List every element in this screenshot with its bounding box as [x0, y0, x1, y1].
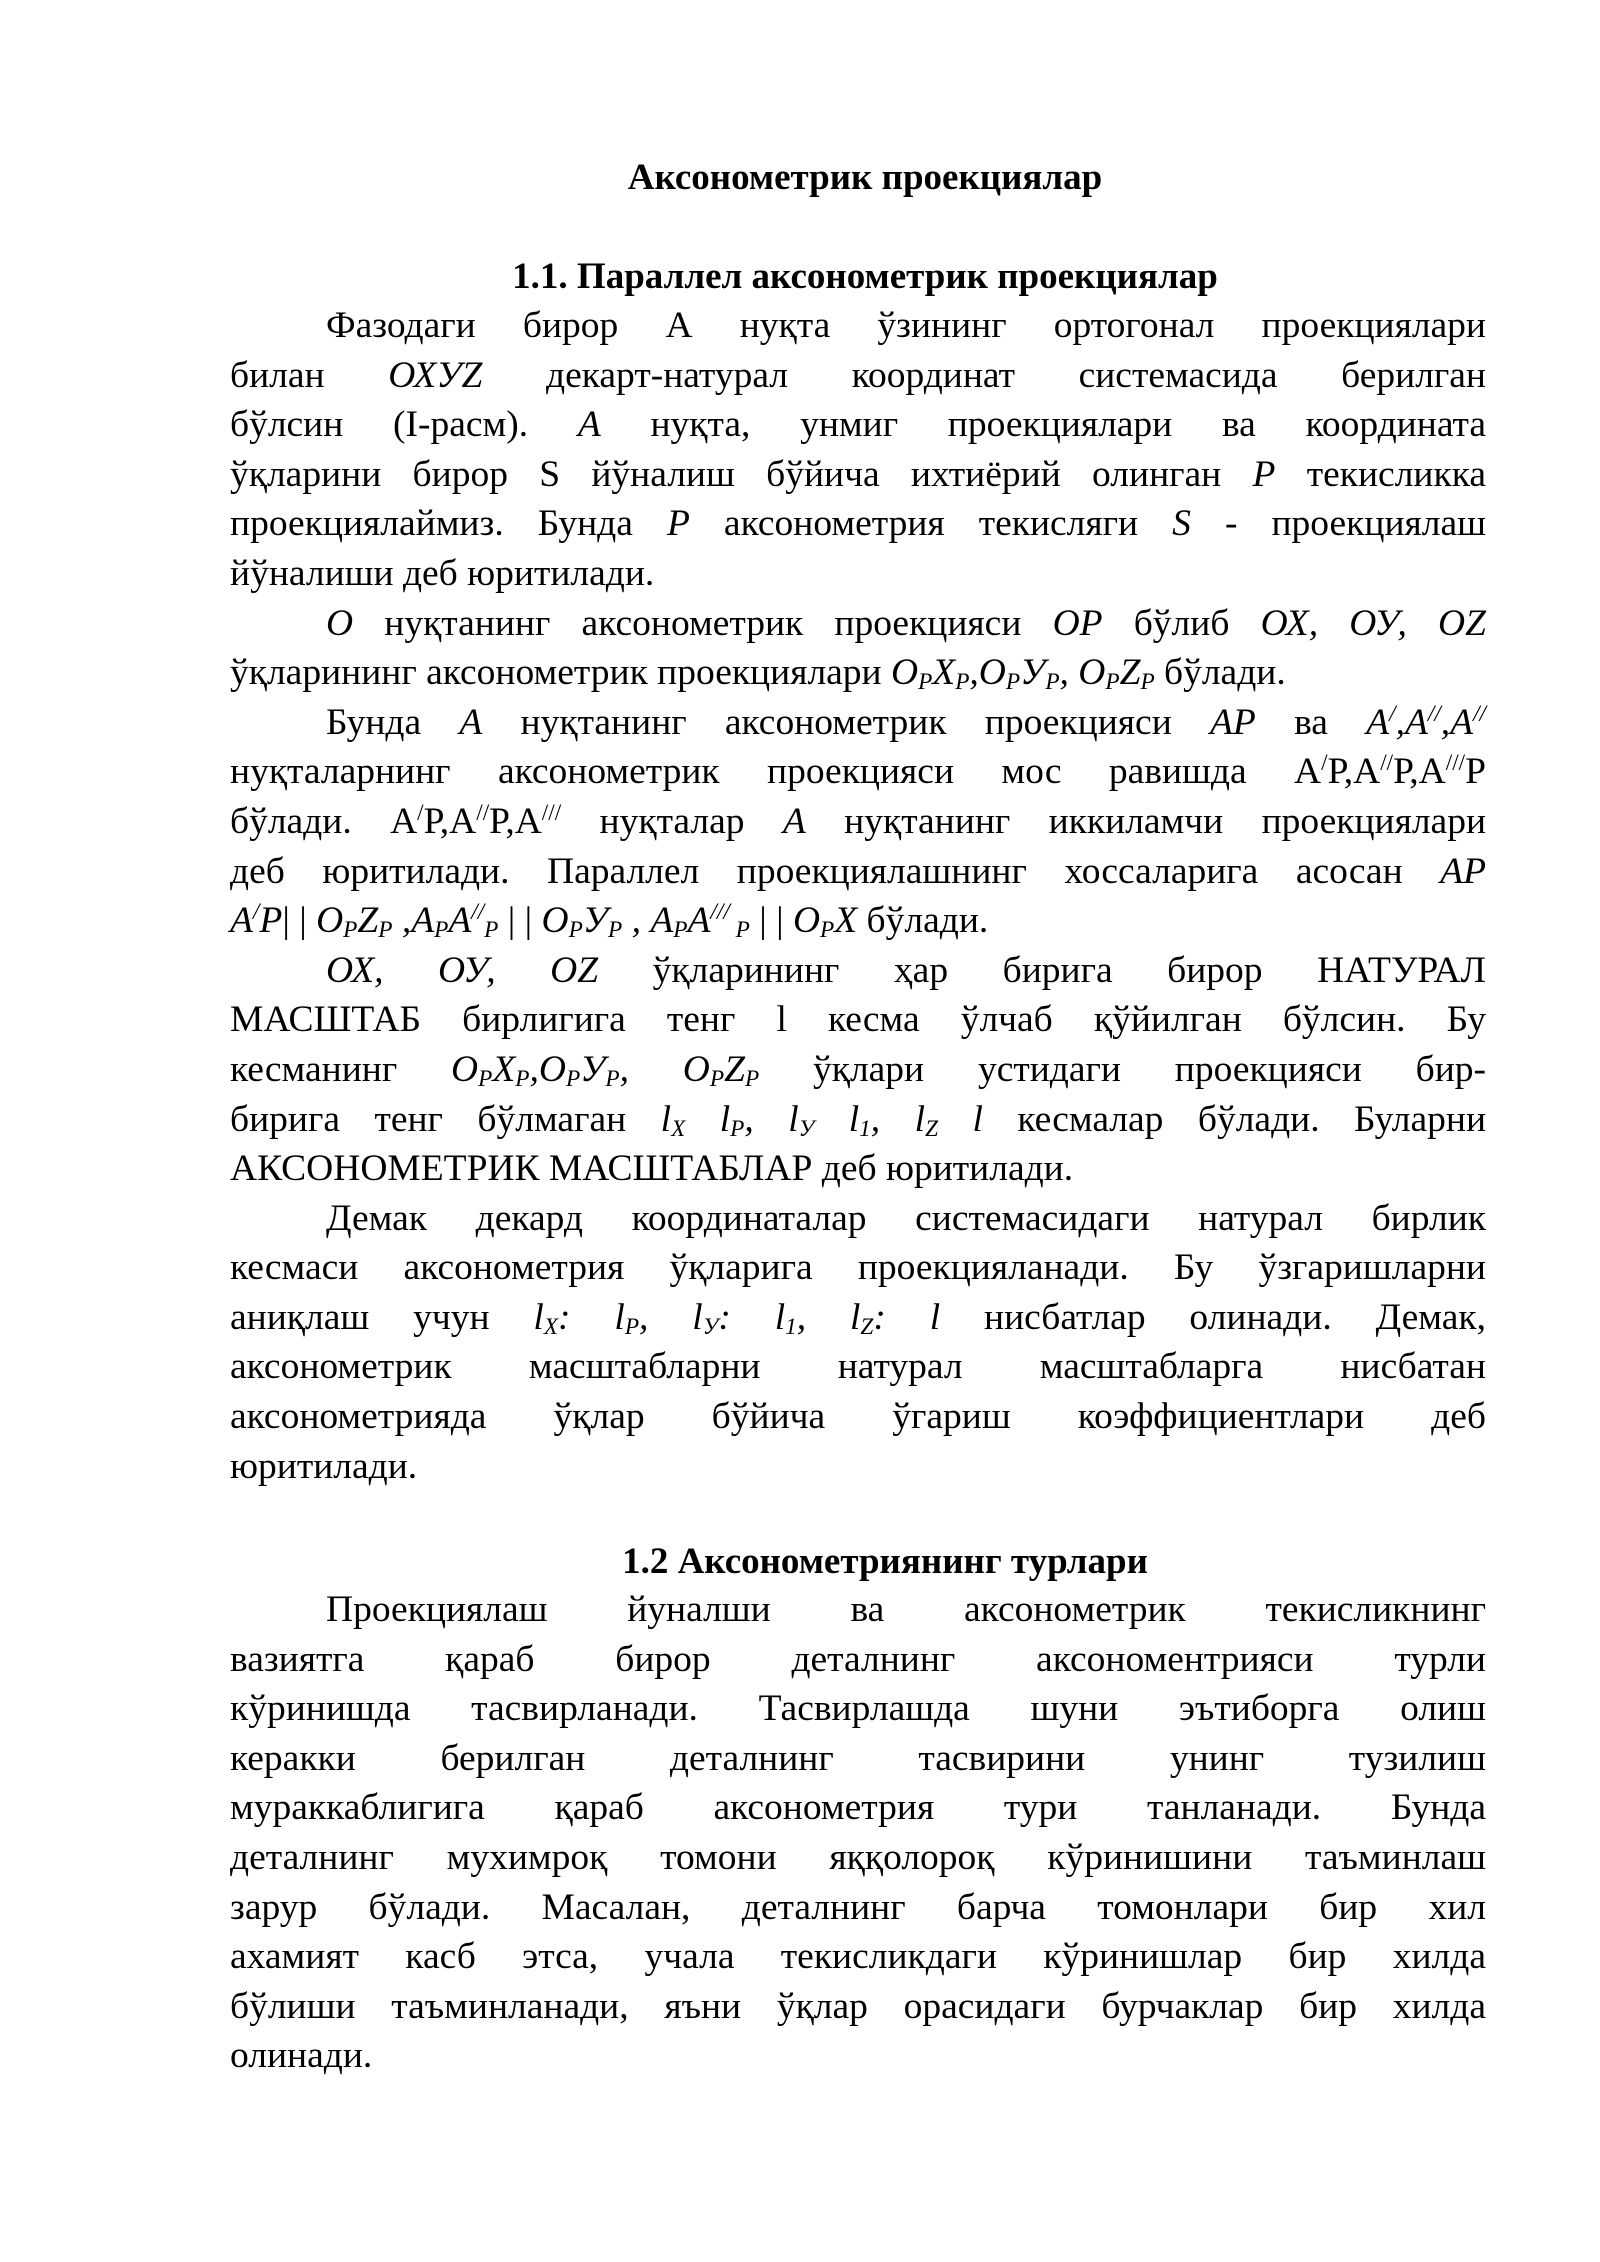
text-line: аниқлаш учун $l_Х$: $l_Р$, $l_У$: $l_1$, $l_Z$: l нисбатлар олинади. Демак,: [230, 1296, 1486, 1340]
text-line: вазиятга қараб бирор деталнинг аксономентрияси турли: [230, 1638, 1486, 1680]
section-heading-1-2: 1.2 Аксонометриянинг турлари: [622, 1541, 1148, 1582]
text-line: олинади.: [230, 2035, 373, 2077]
section-1-1-body: [230, 301, 1486, 1491]
text-line: кўринишда тасвирланади. Тасвирлашда шуни эътиборга олиш: [230, 1688, 1486, 1730]
page-title: Аксонометрик проекциялар: [627, 157, 1103, 198]
text-line: нуқталарнинг аксонометрик проекцияси мос равишда А/Р,А//Р,А///Р: [230, 750, 1486, 793]
text-line: йўналиши деб юритилади.: [230, 552, 655, 594]
text-line: аксонометрик масштабларни натурал масштабларга нисбатан: [230, 1346, 1486, 1388]
text-line: керакки берилган деталнинг тасвирини унинг тузилиш: [230, 1737, 1486, 1779]
text-line: бўлиши таъминланади, яъни ўқлар орасидаги бурчаклар бир хилда: [230, 1985, 1486, 2027]
text-line: Проекциялаш йуналши ва аксонометрик текисликнинг: [326, 1589, 1486, 1630]
text-line: АКСОНОМЕТРИК МАСШТАБЛАР деб юритилади.: [230, 1148, 1074, 1190]
text-line: ахамият касб этса, учала текисликдаги кўринишлар бир хилда: [230, 1936, 1486, 1978]
section-heading-1-1: 1.1. Параллел аксонометрик проекциялар: [512, 256, 1218, 297]
text-line: бўлсин (I-расм). А нуқта, унмиг проекциялари ва координата: [230, 404, 1486, 446]
text-line: ўқларининг аксонометрик проекциялари $О_РХ_Р,О_РУ_Р$, $О_РZ_Р$ бўлади.: [230, 652, 1286, 696]
text-line: мураккаблигига қараб аксонометрия тури танланади. Бунда: [230, 1787, 1486, 1829]
text-line: О нуқтанинг аксонометрик проекцияси ОР бўлиб ОХ, ОУ, ОZ: [326, 602, 1486, 644]
text-line: деталнинг мухимроқ томони яққолороқ кўринишини таъминлаш: [230, 1836, 1486, 1878]
text-line: зарур бўлади. Масалан, деталнинг барча томонлари бир хил: [230, 1886, 1486, 1928]
text-line: бирига тенг бўлмаган $l_Х$ $l_Р$, $l_У$ $l_1$, $l_Z$ l кесмалар бўлади. Буларни: [230, 1098, 1487, 1142]
text-line: ОХ, ОУ, ОZ ўқларининг ҳар бирига бирор НАТУРАЛ: [326, 949, 1486, 991]
text-line: деб юритилади. Параллел проекциялашнинг хоссаларига асосан АР: [230, 850, 1486, 892]
text-line: кесмаси аксонометрия ўқларига проекцияланади. Бу ўзгаришларни: [230, 1247, 1486, 1289]
section-1-2-body: [230, 1585, 1486, 2081]
text-line: А/Р| | $О_РZ_Р$ $,А_РА^{//}_Р$ | | $О_РУ_Р$ , $А_РА^{///}$ $_Р$ | | $О_РХ$ бўлади.: [230, 899, 989, 944]
text-line: ўқларини бирор S йўналиш бўйича ихтиёрий олинган Р текисликка: [230, 453, 1486, 495]
text-line: билан ОХУZ декарт-натурал координат системасида берилган: [230, 354, 1487, 396]
text-line: бўлади. А/Р,А//Р,А/// нуқталар А нуқтанинг иккиламчи проекциялари: [230, 800, 1487, 842]
text-line: Демак декард координаталар системасидаги натурал бирлик: [326, 1197, 1486, 1239]
text-line: юритилади.: [230, 1445, 418, 1487]
text-line: аксонометрияда ўқлар бўйича ўгариш коэффициентлари деб: [230, 1396, 1486, 1438]
text-line: МАСШТАБ бирлигига тенг l кесма ўлчаб қўйилган бўлсин. Бу: [230, 999, 1486, 1041]
text-line: Фазодаги бирор А нуқта ўзининг ортогонал проекциялари: [326, 305, 1486, 346]
text-line: Бунда А нуқтанинг аксонометрик проекцияси АР ва А/,А//,А//: [326, 700, 1486, 743]
text-line: проекциялаймиз. Бунда Р аксонометрия текисляги S - проекциялаш: [230, 503, 1486, 545]
text-line: кесманинг $О_РХ_Р,О_РУ_Р$, $О_РZ_Р$ ўқлари устидаги проекцияси бир-: [230, 1048, 1486, 1093]
